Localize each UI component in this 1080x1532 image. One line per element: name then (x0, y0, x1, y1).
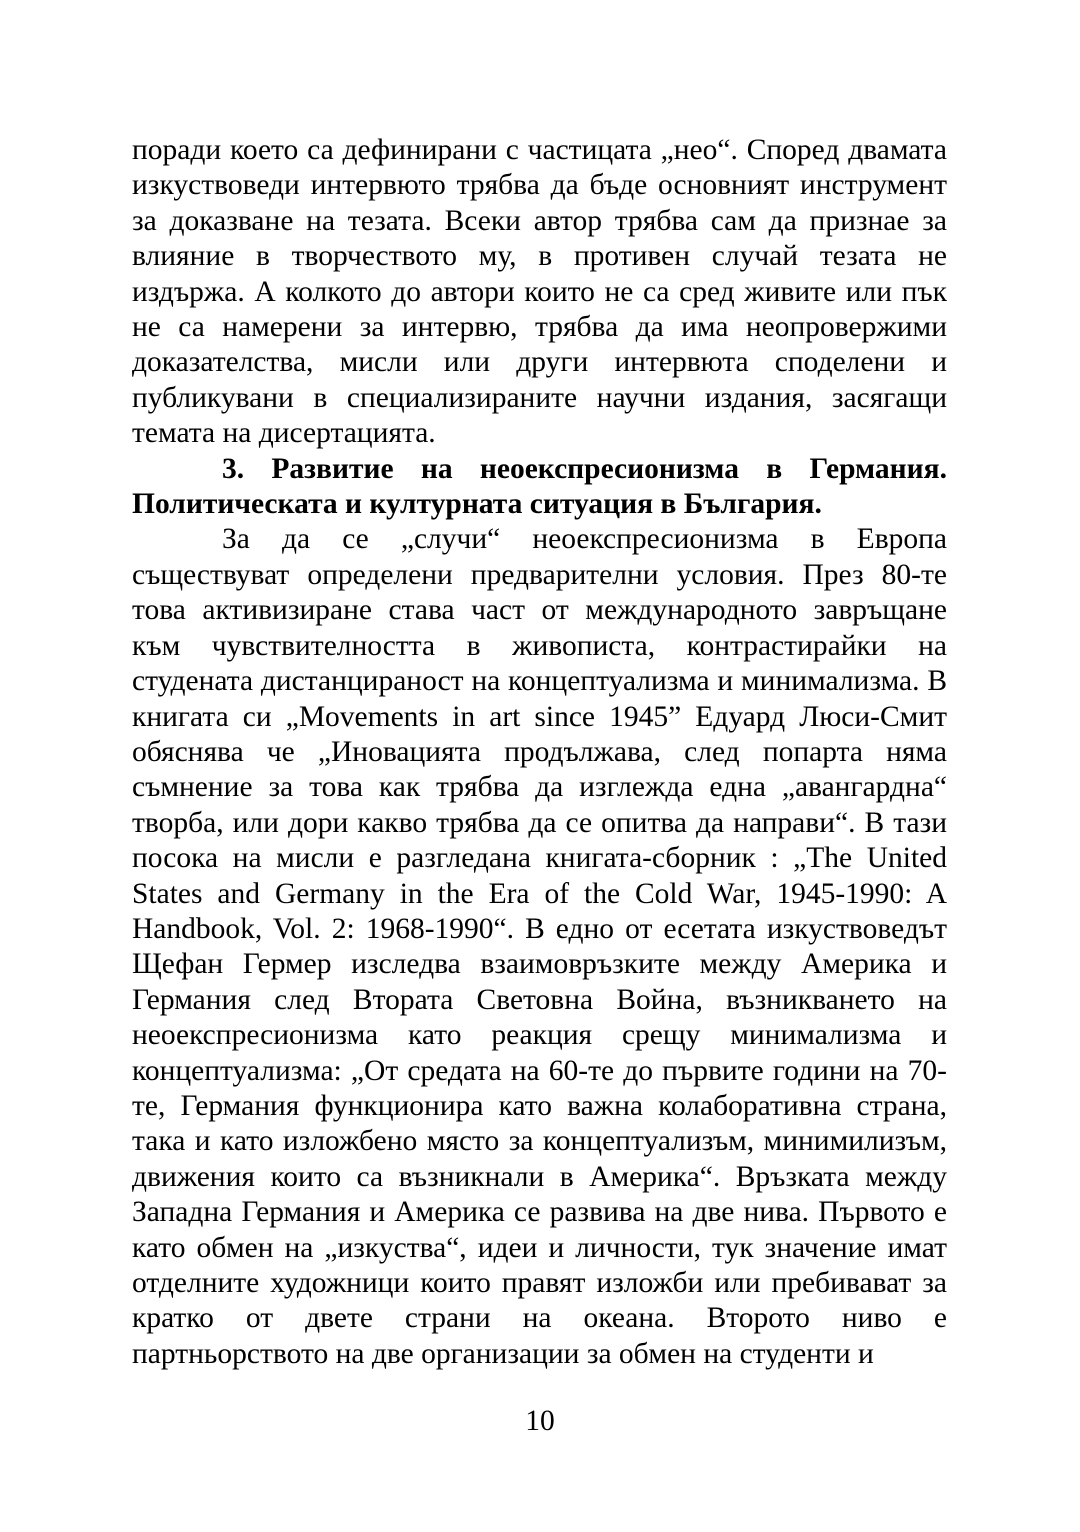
body-paragraph-continuation: поради което са дефинирани с частицата „нео“. Според двамата изкуствоведи интервюто трябва да бъде основният инструмент за доказване на тезата. Всеки автор трябва сам да признае за влияние в творчеството му, в противен случай тезата не издържа. А колкото до автори които не са сред живите или пък не са намерени за интервю, трябва да има неопровержими доказателства, мисли или други интервюта споделени и публикувани в специализираните научни издания, засягащи темата на дисертацията. (132, 134, 947, 450)
page-body (132, 133, 947, 1372)
section-heading: 3. Развитие на неоекспресионизма в Германия. Политическата и културната ситуация в България. (132, 452, 947, 521)
page-number: 10 (525, 1405, 555, 1437)
body-paragraph: За да се „случи“ неоекспресионизма в Европа съществуват определени предварителни условия. През 80-те това активизиране става част от международното завръщане към чувствителността в живописта, контрастирайки на студената дистанцираност на концептуализма и минимализма. В книгата си „Movements in art since 1945” Едуард Люси-Смит обяснява че „Иновацията продължава, след попарта няма съмнение за това как трябва да изглежда една „авангардна“ творба, или дори какво трябва да се опитва да направи“. В тази посока на мисли е разгледана книгата-сборник : „The United States and Germany in the Era of the Cold War, 1945-1990: A Handbook, Vol. 2: 1968-1990“. В едно от есетата изкуствоведът Щефан Гермер изследва взаимовръзките между Америка и Германия след Втората Световна Война, възникването на неоекспресионизма като реакция срещу минимализма и концептуализма: „От средата на 60-те до първите години на 70-те, Германия функционира като важна колаборативна страна, така и като изложбено място за концептуализъм, минимилизъм, движения които са възникнали в Америка“. Връзката между Западна Германия и Америка се развива на две нива. Първото е като обмен на „изкуства“, идеи и личности, тук значение имат отделните художници които правят изложби или пребивават за кратко от двете страни на океана. Второто ниво е партньорството на две организации за обмен на студенти и (132, 523, 947, 1370)
